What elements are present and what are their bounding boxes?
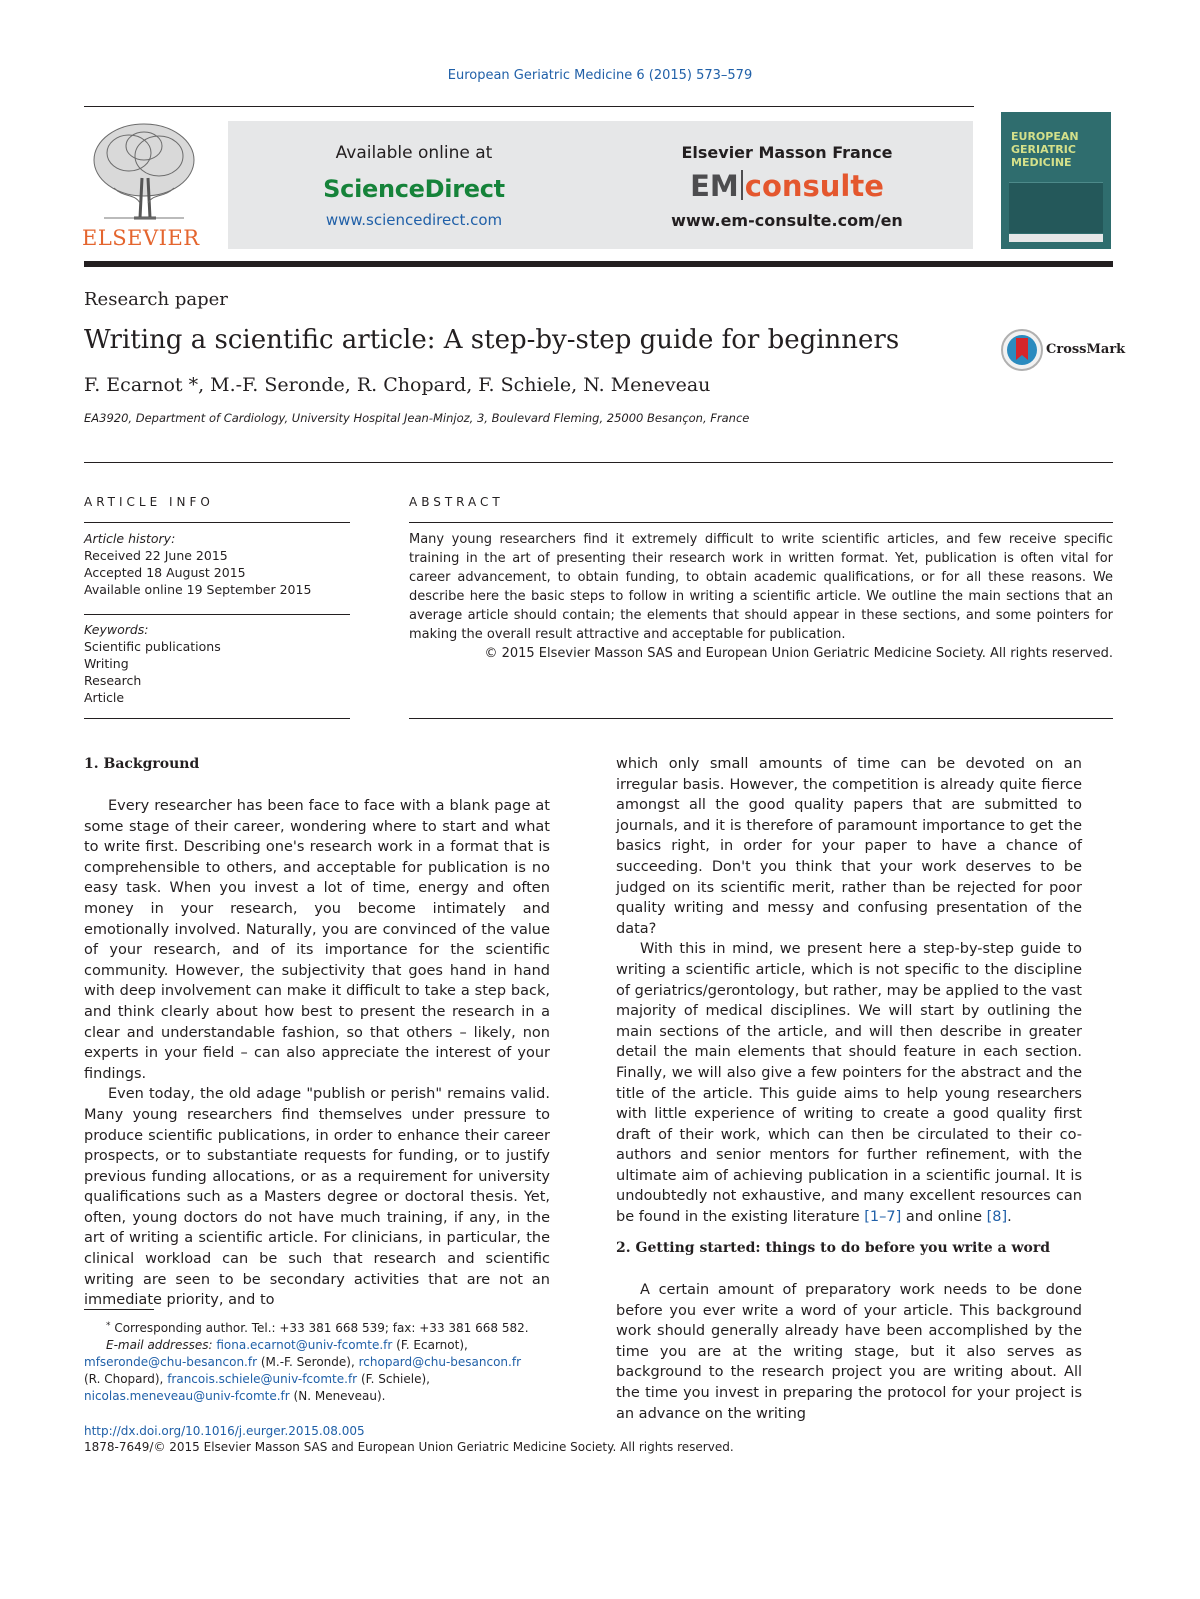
email-owner: (N. Meneveau).: [293, 1389, 386, 1403]
email-owner: (F. Ecarnot),: [396, 1338, 468, 1352]
online-date: Available online 19 September 2015: [84, 582, 312, 597]
keyword-item: Research: [84, 673, 142, 688]
sciencedirect-logo: ScienceDirect: [323, 175, 505, 203]
abstract-rule-top: [409, 522, 1113, 523]
footnote-contact: Corresponding author. Tel.: +33 381 668 539; fax: +33 381 668 582.: [114, 1321, 529, 1335]
footnote-marker: *: [106, 1321, 111, 1331]
history-label: Article history:: [84, 531, 176, 546]
cover-title-line1: EUROPEAN: [1011, 130, 1079, 143]
abstract-copyright: © 2015 Elsevier Masson SAS and European Union Geriatric Medicine Society. All rights reserved.: [484, 646, 1113, 661]
article-info-rule-bottom: [84, 718, 350, 719]
cover-title-line3: MEDICINE: [1011, 156, 1072, 169]
email-owner: (F. Schiele),: [360, 1372, 430, 1386]
email-link[interactable]: rchopard@chu-besancon.fr: [358, 1355, 522, 1369]
article-history: [84, 530, 350, 598]
crossmark-badge[interactable]: [1000, 328, 1126, 376]
abstract-heading: ABSTRACT: [409, 495, 504, 509]
corresponding-author-footnote: [84, 1318, 550, 1405]
sciencedirect-link[interactable]: www.sciencedirect.com: [325, 211, 503, 229]
em-publisher-label: Elsevier Masson France: [681, 143, 893, 162]
cover-title-line2: GERIATRIC: [1011, 143, 1076, 156]
citation-link[interactable]: [8]: [986, 1209, 1008, 1226]
crossmark-icon: [1000, 328, 1044, 372]
title-bottom-rule: [84, 462, 1113, 463]
crossmark-label: CrossMark: [1046, 342, 1126, 357]
header-rule: [84, 106, 974, 107]
keyword-item: Writing: [84, 656, 129, 671]
email-label: E-mail addresses:: [106, 1338, 213, 1352]
article-title: Writing a scientific article: A step-by-step guide for beginners: [84, 325, 900, 355]
banner-bottom-rule: [84, 261, 1113, 267]
em-consulte-logo: [601, 169, 973, 203]
em-logo-right: consulte: [744, 169, 884, 203]
paragraph: A certain amount of preparatory work needs to be done before you ever write a word of your article. This background work should generally already have been accomplished by the time you are at the writing stage, but it also serves as background to the research project you are writing about. All the time you invest in preparing the protocol for your project is an advance on the writing: [616, 1282, 1082, 1422]
accepted-date: Accepted 18 August 2015: [84, 565, 246, 580]
article-info-rule-top: [84, 522, 350, 523]
citation-link[interactable]: [1–7]: [864, 1209, 902, 1226]
paragraph-text: With this in mind, we present here a step-by-step guide to writing a scientific article, which is not specific to the discipline of geriatrics/gerontology, but rather, may be applied to the vast majority of medical disciplines. We will start by outlining the main sections of the article, and will then describe in greater detail the main elements that should feature in each section. Finally, we will also give a few pointers for the abstract and the title of the article. This guide aims to help young researchers with little experience of writing to create a good quality first draft of their work, which can then be circulated to their co-authors and senior mentors for further refinement, with the ultimate aim of achieving publication in a scientific journal. It is undoubtedly not exhaustive, and many excellent resources can be found in the existing literature: [616, 941, 1082, 1226]
paragraph-text: .: [1007, 1209, 1012, 1226]
paragraph: [616, 939, 1082, 1227]
author-list: F. Ecarnot *, M.-F. Seronde, R. Chopard, F. Schiele, N. Meneveau: [84, 374, 711, 396]
article-info-rule-mid: [84, 614, 350, 615]
journal-cover-image: [1001, 112, 1111, 249]
keyword-item: Scientific publications: [84, 639, 221, 654]
paragraph: Even today, the old adage "publish or perish" remains valid. Many young researchers find themselves under pressure to produce scientific publications, in order to enhance their career prospects, or to substantiate requests for funding, or to justify previous funding allocations, or as a requirement for university qualifications such as a Masters degree or doctoral thesis. Yet, often, young doctors do not have much training, if any, in the art of writing a scientific article. For clinicians, in particular, the clinical workload can be such that research and scientific writing are seen to be secondary activities that are not an immediate priority, and to: [84, 1086, 550, 1309]
article-info-heading: ARTICLE INFO: [84, 495, 214, 509]
right-column-text: [616, 754, 1082, 1228]
paragraph-text: and online: [905, 1209, 982, 1226]
doi-link[interactable]: http://dx.doi.org/10.1016/j.eurger.2015.08.005: [84, 1424, 365, 1438]
keyword-item: Article: [84, 690, 125, 705]
keywords-label: Keywords:: [84, 622, 149, 637]
left-column-text: [84, 796, 550, 1311]
abstract-body: [409, 530, 1113, 663]
section-heading-getting-started: 2. Getting started: things to do before you write a word: [616, 1240, 1051, 1256]
paragraph: Every researcher has been face to face with a blank page at some stage of their career, wondering where to start and what to write first. Describing one's research work in a format that is comprehensible to others, and acceptable for publication is no easy task. When you invest a lot of time, energy and often money in your research, you become intimately and emotionally involved. Naturally, you are convinced of the value of your research, and of its importance for the scientific community. However, the subjectivity that goes hand in hand with deep involvement can make it difficult to take a step back, and think clearly about how best to present the research in a clear and understandable fashion, so that others – likely, non experts in your field – can also appreciate the interest of your findings.: [84, 798, 550, 1082]
abstract-rule-bottom: [409, 718, 1113, 719]
email-link[interactable]: fiona.ecarnot@univ-fcomte.fr: [216, 1338, 393, 1352]
article-category: Research paper: [84, 289, 228, 310]
email-link[interactable]: francois.schiele@univ-fcomte.fr: [167, 1372, 358, 1386]
footnote-rule: [84, 1309, 154, 1310]
keywords-block: [84, 621, 350, 706]
email-owner: (R. Chopard),: [84, 1372, 164, 1386]
elsevier-logo: [84, 118, 204, 250]
em-logo-left: EM: [690, 169, 739, 203]
elsevier-wordmark: ELSEVIER: [82, 226, 200, 250]
journal-reference[interactable]: European Geriatric Medicine 6 (2015) 573–579: [447, 68, 753, 83]
section2-text: [616, 1280, 1082, 1424]
email-link[interactable]: nicolas.meneveau@univ-fcomte.fr: [84, 1389, 290, 1403]
available-online-label: Available online at: [335, 143, 493, 163]
section-heading-background: 1. Background: [84, 756, 200, 772]
email-link[interactable]: mfseronde@chu-besancon.fr: [84, 1355, 258, 1369]
affiliation: EA3920, Department of Cardiology, University Hospital Jean-Minjoz, 3, Boulevard Fleming, 25000 Besançon, France: [84, 411, 750, 425]
online-availability-banner: [228, 121, 973, 249]
email-owner: (M.-F. Seronde),: [260, 1355, 355, 1369]
abstract-text: Many young researchers find it extremely difficult to write scientific articles, and few receive specific training in the art of presenting their research work in written format. Yet, publication is often vital for career advancement, to obtain funding, to obtain academic qualifications, or for all these reasons. We describe here the basic steps to follow in writing a scientific article. We outline the main sections that an average article should contain; the elements that should appear in these sections, and some pointers for making the overall result attractive and acceptable for publication.: [409, 532, 1113, 642]
issn-copyright: 1878-7649/© 2015 Elsevier Masson SAS and European Union Geriatric Medicine Society. All rights reserved.: [84, 1440, 734, 1454]
elsevier-tree-icon: [84, 118, 204, 226]
em-consulte-link[interactable]: www.em-consulte.com/en: [671, 211, 903, 230]
paragraph-continued: which only small amounts of time can be devoted on an irregular basis. However, the competition is already quite fierce amongst all the good quality papers that are submitted to journals, and it is therefore of paramount importance to get the basics right, in order for your paper to have a chance of succeeding. Don't you think that your work deserves to be judged on its scientific merit, rather than be rejected for poor quality writing and messy and confusing presentation of the data?: [616, 756, 1082, 937]
received-date: Received 22 June 2015: [84, 548, 228, 563]
